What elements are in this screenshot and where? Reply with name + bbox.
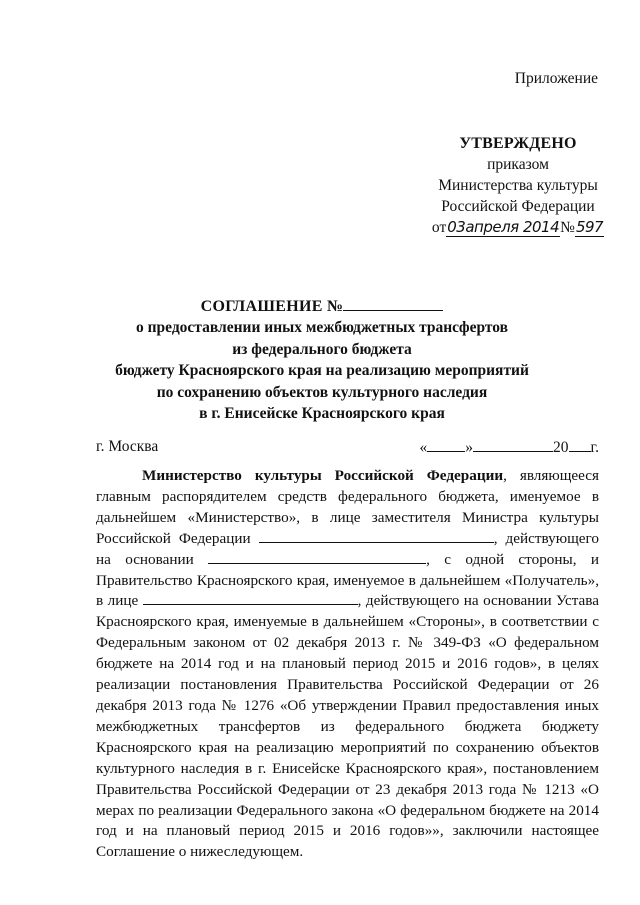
place-date-line (96, 438, 599, 457)
deputy-minister-blank (259, 529, 494, 543)
agreement-number-blank (343, 296, 443, 311)
agreement-title-block (96, 296, 548, 424)
body-part-2: , действующего на основании (96, 529, 599, 568)
year-blank (569, 438, 591, 452)
approval-line-order: приказом (487, 156, 549, 173)
order-number-handwritten: 597 (575, 218, 604, 236)
place-label: г. Москва (96, 438, 159, 455)
month-blank (473, 438, 553, 452)
agreement-title-text: СОГЛАШЕНИЕ № (200, 298, 344, 315)
year-prefix: 20 (553, 439, 569, 456)
day-blank (427, 438, 465, 452)
agreement-title (96, 296, 548, 317)
agreement-subtitle-3: бюджету Красноярского края на реализацию мероприятий (115, 362, 529, 380)
order-date-number-line (420, 217, 616, 238)
agreement-subtitle-4: по сохранению объектов культурного наследия (156, 383, 488, 401)
body-part-3: , с одной стороны, и Правительство Красноярского края, именуемое в дальнейшем «Получатель», в лице (96, 550, 599, 610)
approval-stamp-block (420, 133, 616, 238)
appendix-label: Приложение (514, 70, 598, 87)
order-date-handwritten: 03апреля 2014 (447, 218, 560, 236)
date-close-quote: » (465, 439, 474, 456)
year-suffix: г. (590, 439, 599, 456)
agreement-subtitle-1: о предоставлении иных межбюджетных трансфертов (135, 319, 509, 337)
order-number-label: № (560, 219, 575, 236)
approval-line-federation: Российской Федерации (441, 198, 595, 215)
basis-blank (208, 550, 426, 564)
body-part-4: , действующего на основании Устава Красноярского края, именуемые в дальнейшем «Стороны», в соответствии с Федеральным законом от 02 декабря 2013 г. № 349-ФЗ «О федеральном бюджете на 2014 год и на плановый период 2015 и 2016 годов», в целях реализации постановления Правительства Российской Федерации от 26 декабря 2013 года № 1276 «Об утверждении Правил предоставления иных межбюджетных трансфертов из федерального бюджета бюджету Красноярского края на реализацию мероприятий по сохранению объектов культурного наследия в г. Енисейске Красноярского края», постановлением Правительства Российской Федерации от 23 декабря 2013 года № 1213 «О мерах по реализации Федерального закона «О федеральном бюджете на 2014 год и на плановый период 2015 и 2016 годов»», заключили настоящее Соглашение о нижеследующем. (96, 592, 599, 861)
body-part-1: , являющееся главным распорядителем средств федерального бюджета, именуемое в дальнейшем «Министерство», в лице заместителя Министра культуры Российской Федерации (96, 467, 599, 547)
representative-blank (143, 591, 358, 605)
agreement-subtitle-5: в г. Енисейске Красноярского края (199, 405, 445, 423)
date-field (420, 438, 599, 457)
agreement-subtitle-2: из федерального бюджета (232, 340, 412, 358)
date-open-quote: « (419, 439, 428, 456)
ministry-name: Министерство культуры Российской Федерации (142, 467, 504, 484)
approval-line-ministry: Министерства культуры (438, 177, 598, 194)
agreement-body-paragraph (96, 466, 599, 863)
approved-heading: УТВЕРЖДЕНО (459, 135, 577, 152)
order-from-label: от (431, 219, 447, 236)
